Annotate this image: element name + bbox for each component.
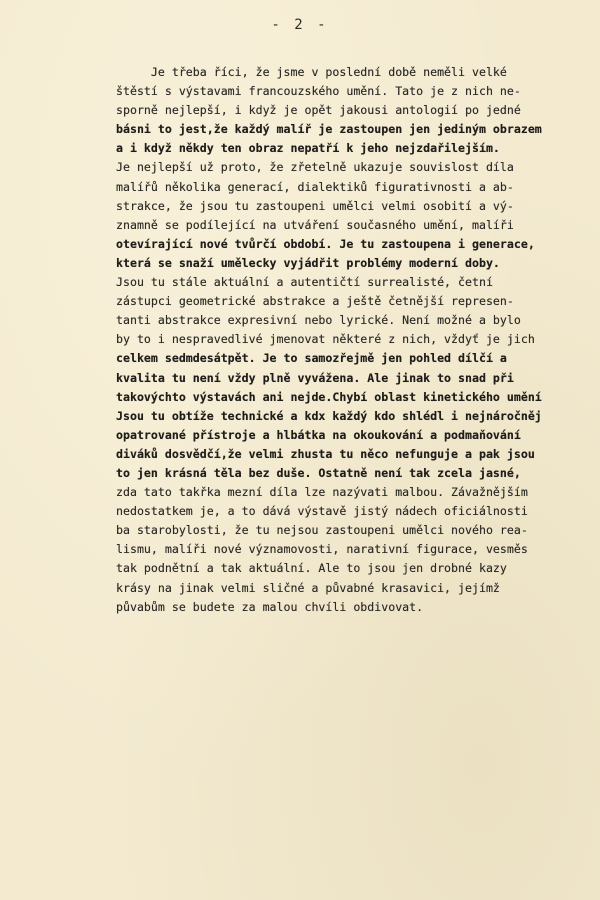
text-line: půvabům se budete za malou chvíli obdivovat. bbox=[116, 599, 424, 614]
text-line: která se snaží umělecky vyjádřit problémy moderní doby. bbox=[116, 255, 500, 270]
text-line: diváků dosvědčí,že velmi zhusta tu něco nefunguje a pak jsou bbox=[116, 446, 535, 461]
body-text bbox=[116, 63, 600, 617]
text-line: kvalita tu není vždy plně vyvážena. Ale jinak to snad při bbox=[116, 370, 514, 385]
text-line: otevírající nové tvůrčí období. Je tu zastoupena i generace, bbox=[116, 236, 535, 251]
text-line: nedostatkem je, a to dává výstavě jistý nádech oficiálnosti bbox=[116, 504, 528, 519]
text-line: malířů několika generací, dialektiků figurativnosti a ab- bbox=[116, 179, 514, 194]
text-line: ba starobylosti, že tu nejsou zastoupeni umělci nového rea- bbox=[116, 523, 528, 538]
text-line: tak podnětní a tak aktuální. Ale to jsou jen drobné kazy bbox=[116, 561, 507, 576]
text-line: Je nejlepší už proto, že zřetelně ukazuje souvislost díla bbox=[116, 160, 514, 175]
text-line: to jen krásná těla bez duše. Ostatně není tak zcela jasné, bbox=[116, 465, 521, 480]
text-line: by to i nespravedlivé jmenovat některé z nich, vždyť je jich bbox=[116, 332, 535, 347]
text-line: Je třeba říci, že jsme v poslední době neměli velké bbox=[116, 65, 507, 79]
text-line: tanti abstrakce expresivní nebo lyrické. Není možné a bylo bbox=[116, 313, 521, 328]
text-line: a i když někdy ten obraz nepatří k jeho nejzdařilejším. bbox=[116, 141, 500, 156]
text-line: lismu, malíři nové významovosti, narativní figurace, vesměs bbox=[116, 542, 528, 557]
text-line: zda tato takřka mezní díla lze nazývati malbou. Závažnějším bbox=[116, 485, 528, 500]
text-line: štěstí s výstavami francouzského umění. Tato je z nich ne- bbox=[116, 84, 521, 99]
text-line: zástupci geometrické abstrakce a ještě četnější represen- bbox=[116, 294, 514, 309]
text-line: celkem sedmdesátpět. Je to samozřejmě jen pohled dílčí a bbox=[116, 351, 507, 366]
text-line: takovýchto výstavách ani nejde.Chybí oblast kinetického umění bbox=[116, 389, 542, 404]
text-line: znamně se podílející na utváření současného umění, malíři bbox=[116, 217, 514, 232]
text-line: opatrované přístroje a hlbátka na okoukování a podmaňování bbox=[116, 427, 521, 442]
text-line: sporně nejlepší, i když je opět jakousi antologií po jedné bbox=[116, 103, 521, 118]
text-line: básni to jest,že každý malíř je zastoupen jen jediným obrazem bbox=[116, 122, 542, 137]
text-line: Jsou tu obtíže technické a kdx každý kdo shlédl i nejnáročněj bbox=[116, 408, 542, 423]
text-line: Jsou tu stále aktuální a autentičtí surrealisté, četní bbox=[116, 275, 493, 290]
page-number: - 2 - bbox=[271, 17, 329, 33]
text-line: strakce, že jsou tu zastoupeni umělci velmi osobití a vý- bbox=[116, 198, 514, 213]
text-line: krásy na jinak velmi sličné a půvabné krasavici, jejímž bbox=[116, 580, 500, 595]
